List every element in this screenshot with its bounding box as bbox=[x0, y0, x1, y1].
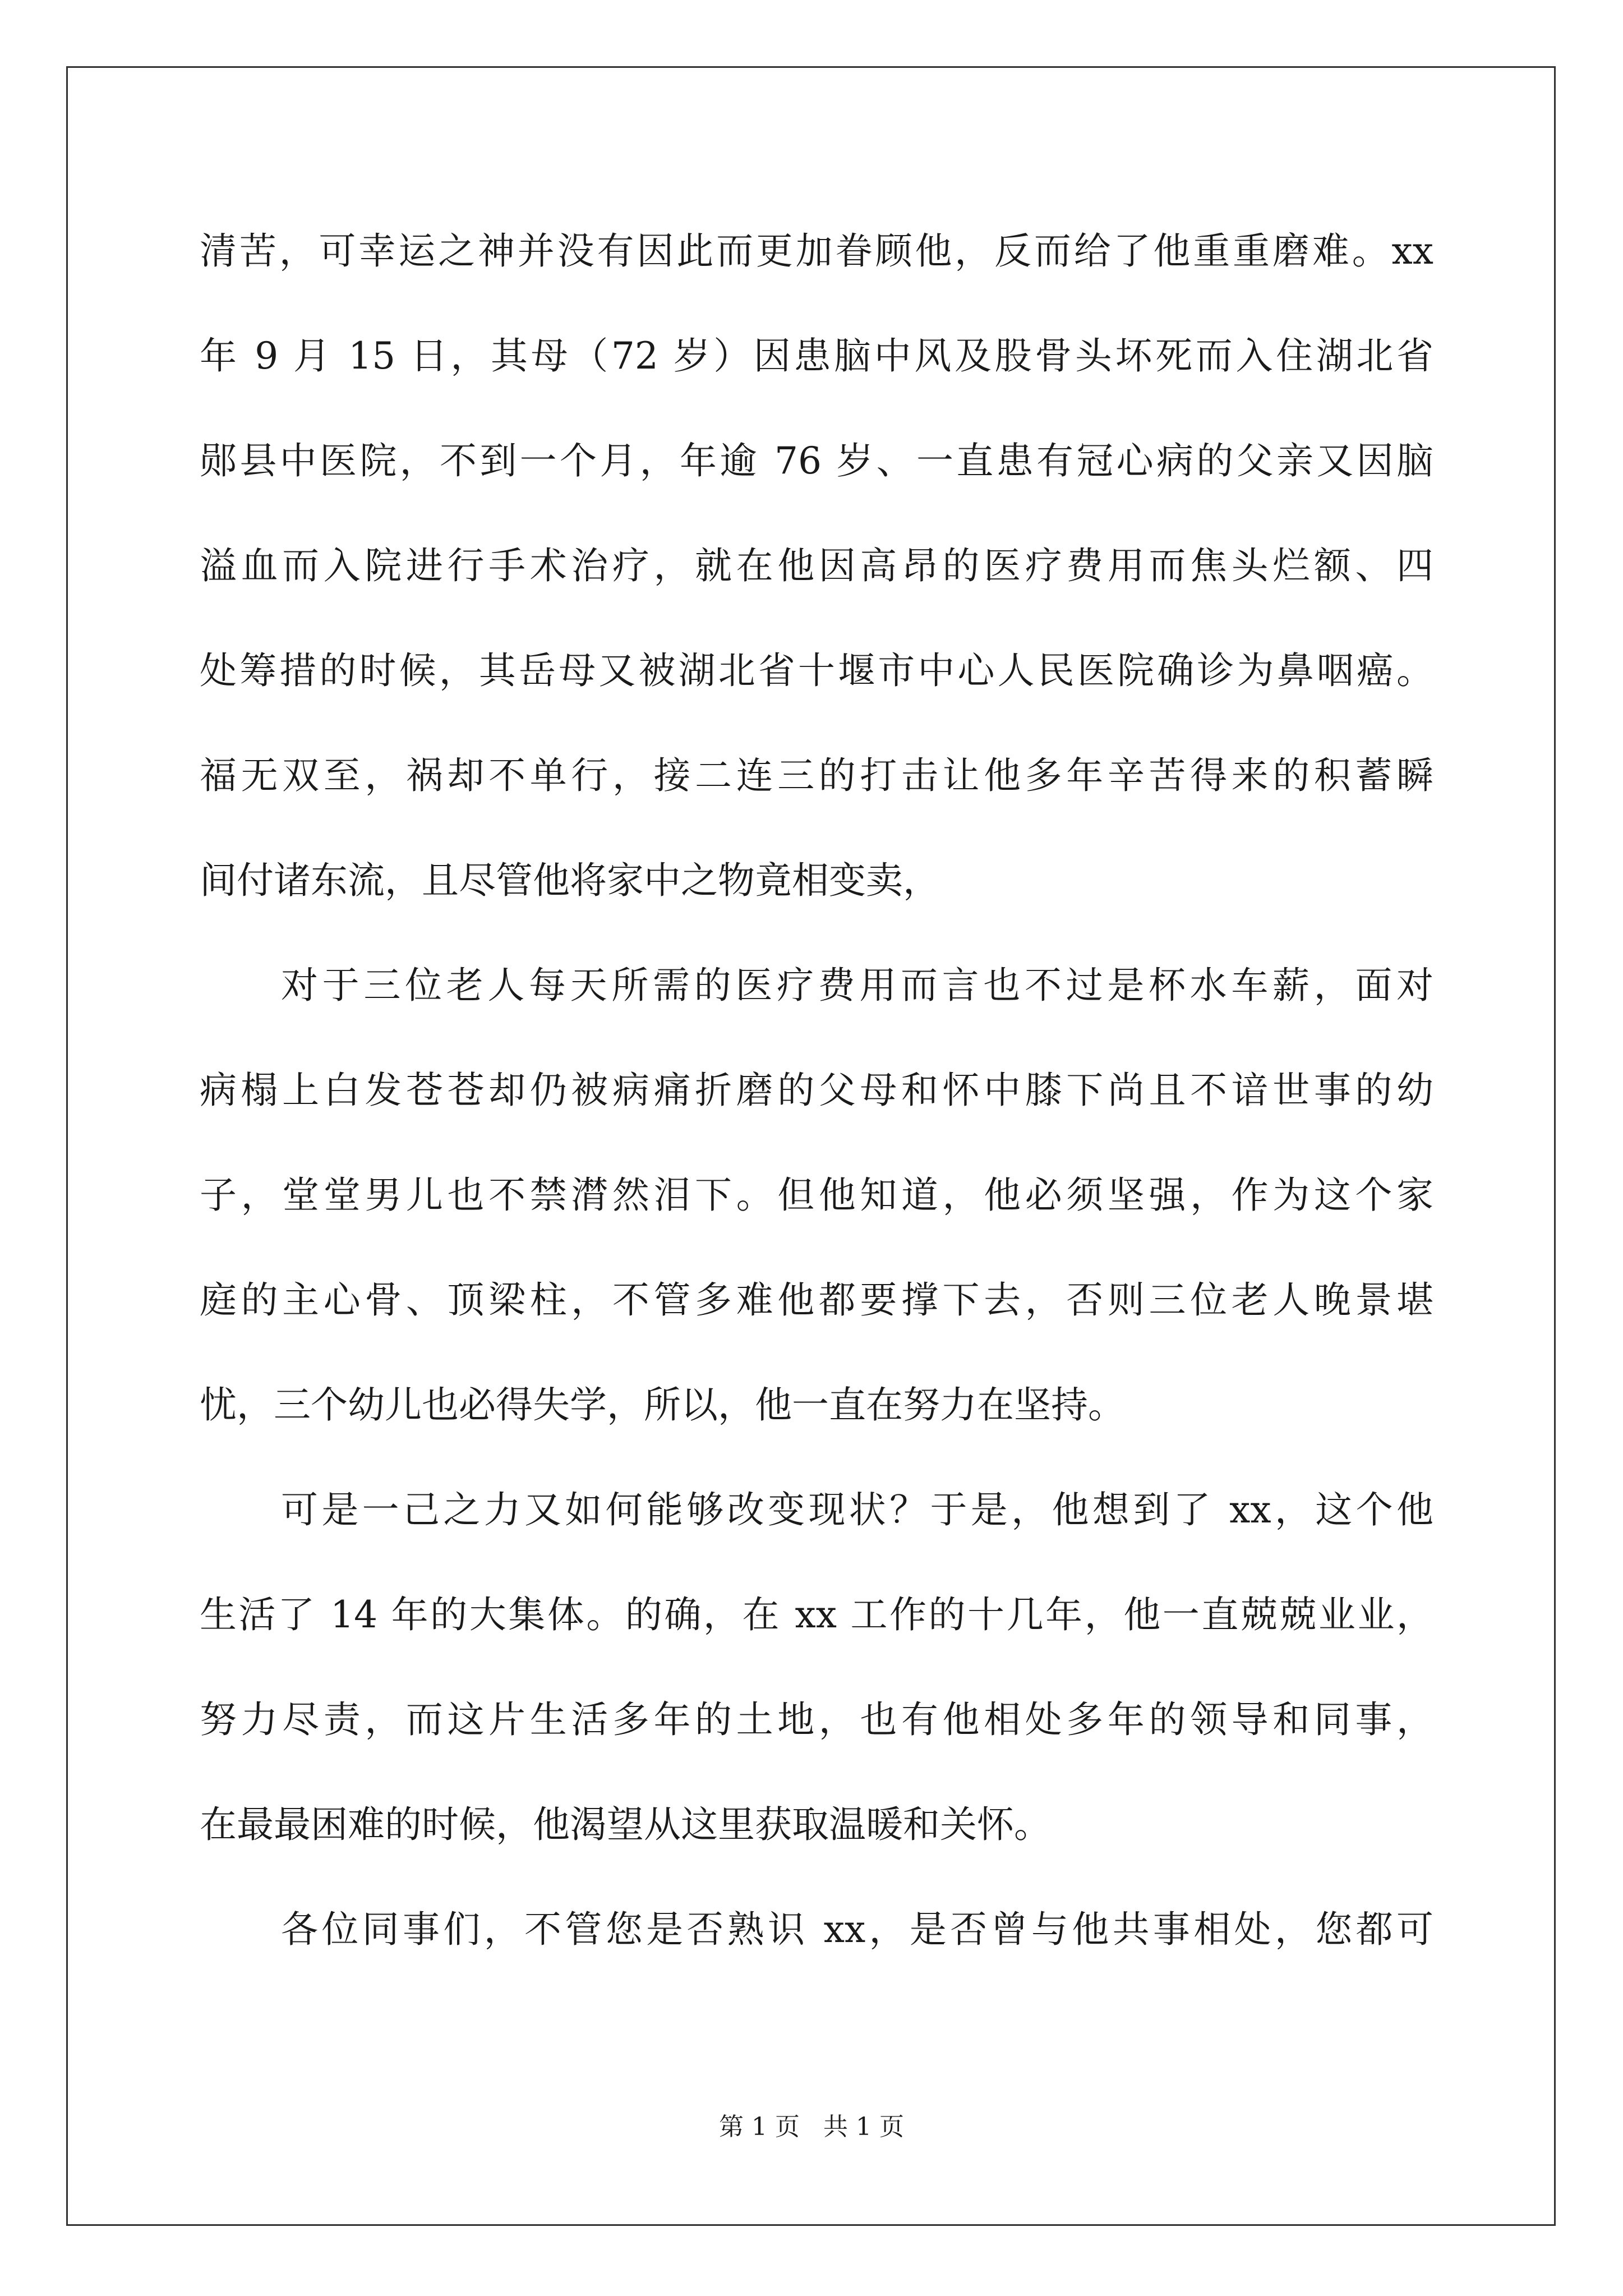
text-line: 病榻上白发苍苍却仍被病痛折磨的父母和怀中膝下尚且不谙世事的幼 bbox=[200, 1069, 1433, 1112]
text-line: 间付诸东流，且尽管他将家中之物竟相变卖， bbox=[200, 859, 940, 902]
text-line: 处筹措的时候，其岳母又被湖北省十堰市中心人民医院确诊为鼻咽癌。 bbox=[200, 649, 1433, 692]
text-line: 溢血而入院进行手术治疗，就在他因高昂的医疗费用而焦头烂额、四 bbox=[200, 544, 1433, 587]
text-line: 福无双至，祸却不单行，接二连三的打击让他多年辛苦得来的积蓄瞬 bbox=[200, 754, 1433, 797]
text-line: 郧县中医院，不到一个月，年逾 76 岁、一直患有冠心病的父亲又因脑 bbox=[200, 439, 1433, 482]
text-line: 忧，三个幼儿也必得失学，所以，他一直在努力在坚持。 bbox=[200, 1383, 1125, 1427]
text-line: 年 9 月 15 日，其母（72 岁）因患脑中风及股骨头坏死而入住湖北省 bbox=[200, 334, 1433, 378]
paragraph-first-line: 可是一己之力又如何能够改变现状？于是，他想到了 xx，这个他 bbox=[281, 1488, 1433, 1531]
text-line: 清苦，可幸运之神并没有因此而更加眷顾他，反而给了他重重磨难。xx bbox=[200, 229, 1433, 273]
paragraph-first-line: 各位同事们，不管您是否熟识 xx，是否曾与他共事相处，您都可 bbox=[281, 1908, 1433, 1951]
text-line: 子，堂堂男儿也不禁潸然泪下。但他知道，他必须坚强，作为这个家 bbox=[200, 1174, 1433, 1217]
text-line: 生活了 14 年的大集体。的确，在 xx 工作的十几年，他一直兢兢业业， bbox=[200, 1593, 1433, 1636]
text-line: 努力尽责，而这片生活多年的土地，也有他相处多年的领导和同事， bbox=[200, 1698, 1433, 1741]
text-line: 庭的主心骨、顶梁柱，不管多难他都要撑下去，否则三位老人晚景堪 bbox=[200, 1278, 1433, 1322]
page-footer: 第 1 页 共 1 页 bbox=[719, 2113, 904, 2141]
text-line: 在最最困难的时候，他渴望从这里获取温暖和关怀。 bbox=[200, 1803, 1051, 1846]
paragraph-first-line: 对于三位老人每天所需的医疗费用而言也不过是杯水车薪，面对 bbox=[281, 964, 1433, 1007]
